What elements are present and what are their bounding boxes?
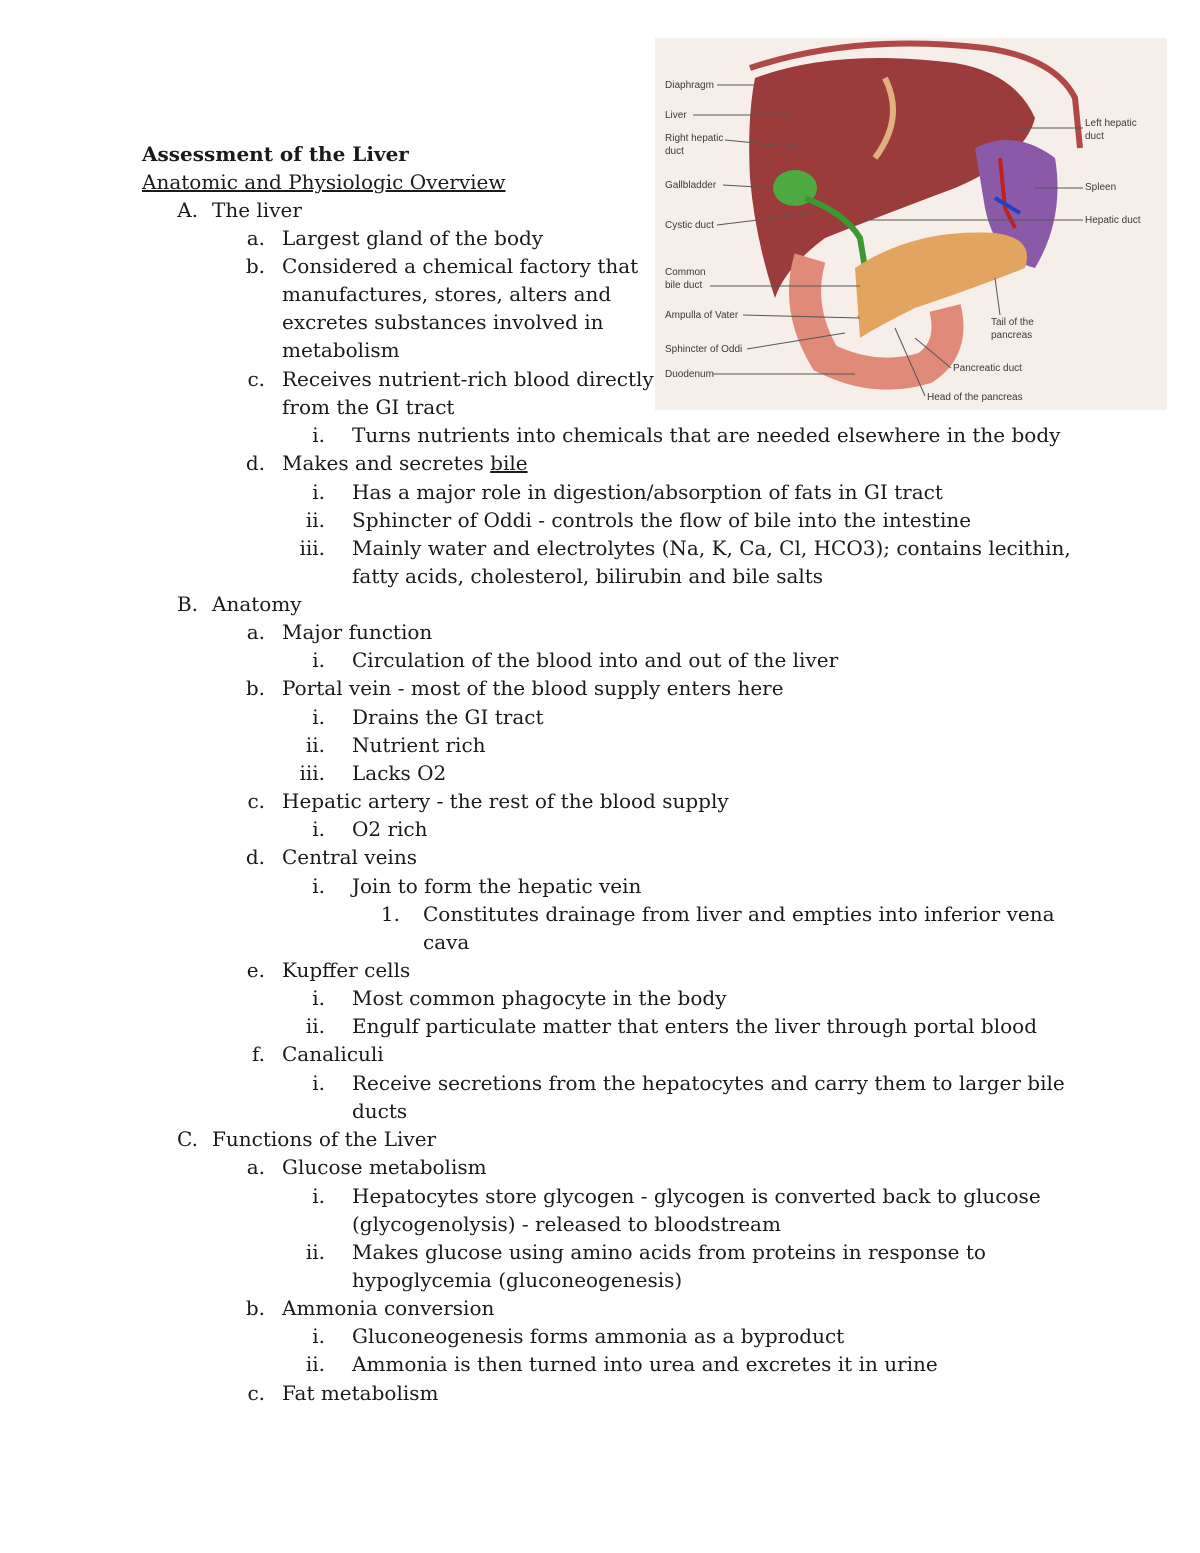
outline-marker: f.: [251, 1042, 265, 1066]
outline-text: Fat metabolism: [282, 1381, 439, 1405]
outline-text: Sphincter of Oddi - controls the flow of bile into the intestine: [352, 508, 972, 532]
liver-anatomy-illustration: [655, 38, 1167, 410]
outline-marker: C.: [177, 1127, 198, 1151]
outline-text: Join to form the hepatic vein: [352, 874, 642, 898]
outline-text: Kupffer cells: [282, 958, 411, 982]
outline-text: Lacks O2: [352, 761, 447, 785]
outline-marker: i.: [312, 648, 325, 672]
outline-text: excretes substances involved in: [282, 310, 604, 334]
outline-marker: iii.: [299, 761, 325, 785]
label-spleen: Spleen: [1085, 182, 1117, 193]
outline-text: Considered a chemical factory that: [282, 254, 639, 278]
outline-marker: 1.: [380, 902, 400, 926]
bile-term: bile: [490, 451, 528, 475]
outline-text: Hepatocytes store glycogen - glycogen is converted back to glucose: [352, 1184, 1041, 1208]
outline-marker: i.: [312, 705, 325, 729]
label-left-hepatic-duct-1: Left hepatic: [1085, 118, 1137, 129]
outline-marker: i.: [312, 1324, 325, 1348]
label-common-bile-duct-1: Common: [665, 267, 706, 278]
outline-text: (glycogenolysis) - released to bloodstream: [352, 1212, 781, 1236]
outline-marker: b.: [245, 676, 265, 700]
outline-text: The liver: [212, 198, 302, 222]
label-gallbladder: Gallbladder: [665, 180, 717, 191]
outline-text: Canaliculi: [282, 1042, 384, 1066]
outline-text: Engulf particulate matter that enters the liver through portal blood: [352, 1014, 1037, 1038]
label-ampulla: Ampulla of Vater: [665, 310, 739, 321]
outline-marker: a.: [246, 226, 265, 250]
label-left-hepatic-duct-2: duct: [1085, 131, 1104, 142]
outline-marker: ii.: [305, 1352, 325, 1376]
outline-text: Ammonia conversion: [282, 1296, 495, 1320]
outline-text: Makes and secretes bile: [282, 451, 528, 475]
label-right-hepatic-duct-2: duct: [665, 146, 684, 157]
outline-text: hypoglycemia (gluconeogenesis): [352, 1268, 683, 1292]
liver-anatomy-figure: [655, 38, 1167, 410]
label-duodenum: Duodenum: [665, 369, 714, 380]
outline-text: Ammonia is then turned into urea and excretes it in urine: [352, 1352, 938, 1376]
label-diaphragm: Diaphragm: [665, 80, 714, 91]
label-pancreatic-duct: Pancreatic duct: [953, 363, 1022, 374]
outline-text: metabolism: [282, 338, 400, 362]
outline-marker: ii.: [305, 1240, 325, 1264]
outline-marker: i.: [312, 817, 325, 841]
label-right-hepatic-duct-1: Right hepatic: [665, 133, 724, 144]
outline-text: O2 rich: [352, 817, 428, 841]
outline-text: Turns nutrients into chemicals that are needed elsewhere in the body: [352, 423, 1061, 447]
outline-text: Gluconeogenesis forms ammonia as a byproduct: [352, 1324, 845, 1348]
label-common-bile-duct-2: bile duct: [665, 280, 703, 291]
outline-text: Drains the GI tract: [352, 705, 544, 729]
label-sphincter: Sphincter of Oddi: [665, 344, 743, 355]
outline-text: Anatomy: [212, 592, 302, 616]
outline-marker: i.: [312, 423, 325, 447]
outline-marker: a.: [246, 1155, 265, 1179]
outline-text: Makes glucose using amino acids from proteins in response to: [352, 1240, 986, 1264]
outline-text: Portal vein - most of the blood supply enters here: [282, 676, 784, 700]
outline-marker: b.: [245, 1296, 265, 1320]
outline-text: Major function: [282, 620, 433, 644]
outline-text: Receive secretions from the hepatocytes and carry them to larger bile: [352, 1071, 1065, 1095]
outline-text: Largest gland of the body: [282, 226, 544, 250]
outline-marker: ii.: [305, 733, 325, 757]
outline-marker: ii.: [305, 1014, 325, 1038]
outline-text: Central veins: [282, 845, 417, 869]
outline-marker: b.: [245, 254, 265, 278]
outline-text: ducts: [352, 1099, 408, 1123]
outline-text: Functions of the Liver: [212, 1127, 437, 1151]
outline-marker: B.: [176, 592, 198, 616]
outline-text: fatty acids, cholesterol, bilirubin and bile salts: [352, 564, 824, 588]
outline-marker: A.: [177, 198, 198, 222]
outline-marker: a.: [246, 620, 265, 644]
outline-text: from the GI tract: [282, 395, 455, 419]
outline-marker: i.: [312, 874, 325, 898]
label-head-pancreas: Head of the pancreas: [927, 392, 1023, 403]
label-liver: Liver: [665, 110, 687, 121]
outline-marker: i.: [312, 1184, 325, 1208]
label-cystic-duct: Cystic duct: [665, 220, 714, 231]
outline-text: Glucose metabolism: [282, 1155, 487, 1179]
outline-marker: c.: [247, 1381, 265, 1405]
outline-marker: ii.: [305, 508, 325, 532]
outline-text: Mainly water and electrolytes (Na, K, Ca, Cl, HCO3); contains lecithin,: [352, 536, 1071, 560]
outline-marker: c.: [247, 367, 265, 391]
outline-text: Nutrient rich: [352, 733, 486, 757]
outline-text: Has a major role in digestion/absorption of fats in GI tract: [352, 480, 943, 504]
outline-marker: i.: [312, 986, 325, 1010]
outline-text: Constitutes drainage from liver and empties into inferior vena: [423, 902, 1055, 926]
section-subtitle: Anatomic and Physiologic Overview: [142, 170, 506, 194]
outline-marker: i.: [312, 1071, 325, 1095]
outline-text: Receives nutrient-rich blood directly: [282, 367, 654, 391]
outline-text: manufactures, stores, alters and: [282, 282, 612, 306]
outline-marker: i.: [312, 480, 325, 504]
outline-marker: c.: [247, 789, 265, 813]
outline-text: Hepatic artery - the rest of the blood supply: [282, 789, 729, 813]
page-title: Assessment of the Liver: [142, 142, 409, 166]
label-tail-pancreas-2: pancreas: [991, 330, 1033, 341]
label-tail-pancreas-1: Tail of the: [991, 317, 1034, 328]
outline-marker: d.: [245, 451, 265, 475]
label-hepatic-duct: Hepatic duct: [1085, 215, 1141, 226]
outline-marker: e.: [246, 958, 265, 982]
outline-text: Most common phagocyte in the body: [352, 986, 727, 1010]
outline-marker: d.: [245, 845, 265, 869]
outline-text: cava: [423, 930, 470, 954]
outline-text: Circulation of the blood into and out of the liver: [352, 648, 839, 672]
outline-marker: iii.: [299, 536, 325, 560]
